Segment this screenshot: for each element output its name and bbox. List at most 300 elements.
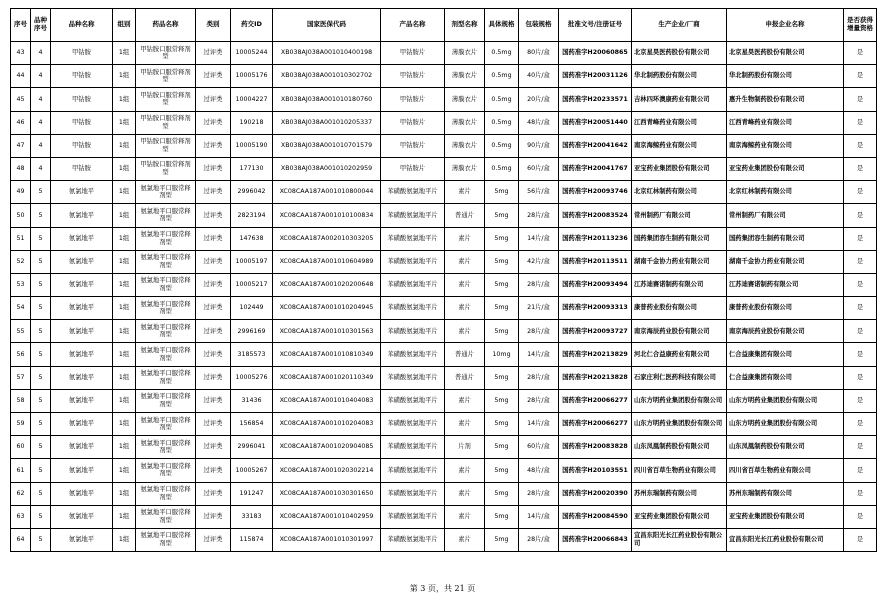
table-cell: XC08CAA187A001010100834 xyxy=(273,204,381,227)
table-cell: 素片 xyxy=(445,320,485,343)
table-cell: XB038AJ038A001010205337 xyxy=(273,111,381,134)
table-cell: 常州制药厂有限公司 xyxy=(632,204,727,227)
table-row xyxy=(11,297,877,320)
table-cell: 90片/盒 xyxy=(519,134,559,157)
table-cell: 苯磺酸氨氯地平片 xyxy=(381,505,445,528)
table-cell: 1组 xyxy=(113,181,136,204)
table-cell: XC08CAA187A001020302214 xyxy=(273,459,381,482)
table-cell: 过评类 xyxy=(196,505,231,528)
table-cell: 山东方明药业集团股份有限公司 xyxy=(632,389,727,412)
table-cell: 甲钴胺片 xyxy=(381,42,445,65)
table-cell: 甲钴胺口服常释剂型 xyxy=(136,42,196,65)
table-cell: 南京海辰药业股份有限公司 xyxy=(727,320,844,343)
table-cell: 氨氯地平 xyxy=(51,413,113,436)
table-cell: 苏州东瑞制药有限公司 xyxy=(632,482,727,505)
table-cell: 过评类 xyxy=(196,88,231,111)
table-cell: 素片 xyxy=(445,459,485,482)
table-cell: 亚宝药业集团股份有限公司 xyxy=(632,505,727,528)
table-cell: 苯磺酸氨氯地平片 xyxy=(381,181,445,204)
table-cell: XC08CAA187A001010301997 xyxy=(273,528,381,551)
table-cell: 61 xyxy=(11,459,31,482)
table-cell: 5mg xyxy=(485,482,519,505)
table-cell: 64 xyxy=(11,528,31,551)
table-row xyxy=(11,273,877,296)
table-cell: 4 xyxy=(31,65,51,88)
table-cell: 薄膜衣片 xyxy=(445,88,485,111)
table-cell: 5 xyxy=(31,320,51,343)
table-cell: 是 xyxy=(844,227,877,250)
table-cell: 国药准字H20066277 xyxy=(559,413,632,436)
table-cell: 过评类 xyxy=(196,157,231,180)
table-cell: 普通片 xyxy=(445,366,485,389)
table-cell: 4 xyxy=(31,111,51,134)
table-cell: 南京海鲸药业有限公司 xyxy=(632,134,727,157)
table-cell: 28片/盒 xyxy=(519,528,559,551)
table-row xyxy=(11,366,877,389)
column-header: 具体规格 xyxy=(485,9,519,42)
column-header: 剂型名称 xyxy=(445,9,485,42)
table-cell: 苯磺酸氨氯地平片 xyxy=(381,227,445,250)
table-cell: 5 xyxy=(31,204,51,227)
table-cell: 江苏迪赛诺制药有限公司 xyxy=(727,273,844,296)
table-cell: 10005190 xyxy=(231,134,273,157)
table-cell: 58 xyxy=(11,389,31,412)
table-cell: 1组 xyxy=(113,482,136,505)
table-cell: 苯磺酸氨氯地平片 xyxy=(381,482,445,505)
table-cell: 过评类 xyxy=(196,181,231,204)
table-cell: 是 xyxy=(844,505,877,528)
table-cell: 甲钴胺口服常释剂型 xyxy=(136,134,196,157)
table-cell: XC08CAA187A001010204945 xyxy=(273,297,381,320)
table-cell: XB038AJ038A001010400198 xyxy=(273,42,381,65)
table-cell: 156854 xyxy=(231,413,273,436)
table-cell: 43 xyxy=(11,42,31,65)
table-cell: 氨氯地平口服常释剂型 xyxy=(136,482,196,505)
table-row xyxy=(11,181,877,204)
column-header: 品种名称 xyxy=(51,9,113,42)
table-cell: 北京星昊医药股份有限公司 xyxy=(727,42,844,65)
table-cell: 177130 xyxy=(231,157,273,180)
table-cell: 5 xyxy=(31,505,51,528)
column-header: 药交ID xyxy=(231,9,273,42)
table-cell: 4 xyxy=(31,42,51,65)
table-cell: 是 xyxy=(844,366,877,389)
table-cell: 氨氯地平 xyxy=(51,459,113,482)
table-row xyxy=(11,389,877,412)
table-cell: 10005276 xyxy=(231,366,273,389)
table-cell: 1组 xyxy=(113,42,136,65)
table-cell: 4 xyxy=(31,88,51,111)
table-cell: 1组 xyxy=(113,134,136,157)
table-cell: 甲钴胺 xyxy=(51,134,113,157)
table-cell: 是 xyxy=(844,204,877,227)
table-cell: 53 xyxy=(11,273,31,296)
table-cell: 1组 xyxy=(113,459,136,482)
table-cell: 甲钴胺口服常释剂型 xyxy=(136,111,196,134)
table-cell: 是 xyxy=(844,482,877,505)
table-cell: 5 xyxy=(31,297,51,320)
table-cell: 5mg xyxy=(485,320,519,343)
column-header: 类别 xyxy=(196,9,231,42)
table-cell: 氨氯地平口服常释剂型 xyxy=(136,181,196,204)
table-cell: 薄膜衣片 xyxy=(445,111,485,134)
column-header: 批准文号/注册证号 xyxy=(559,9,632,42)
table-cell: 1组 xyxy=(113,528,136,551)
table-cell: 国药准字H20083828 xyxy=(559,436,632,459)
table-cell: 过评类 xyxy=(196,320,231,343)
table-cell: 4 xyxy=(31,157,51,180)
table-cell: 28片/盒 xyxy=(519,389,559,412)
table-cell: 普通片 xyxy=(445,343,485,366)
table-cell: 过评类 xyxy=(196,250,231,273)
table-cell: 氨氯地平 xyxy=(51,528,113,551)
table-cell: 115874 xyxy=(231,528,273,551)
table-cell: 62 xyxy=(11,482,31,505)
table-cell: 国药准字H20031126 xyxy=(559,65,632,88)
table-cell: 氨氯地平口服常释剂型 xyxy=(136,413,196,436)
table-cell: 氨氯地平 xyxy=(51,436,113,459)
column-header: 国家医保代码 xyxy=(273,9,381,42)
table-cell: 5 xyxy=(31,528,51,551)
table-cell: 甲钴胺片 xyxy=(381,111,445,134)
table-cell: 60片/盒 xyxy=(519,157,559,180)
table-cell: 1组 xyxy=(113,297,136,320)
table-cell: 薄膜衣片 xyxy=(445,134,485,157)
table-cell: 氨氯地平 xyxy=(51,320,113,343)
table-cell: 南京海辰药业股份有限公司 xyxy=(632,320,727,343)
table-cell: 薄膜衣片 xyxy=(445,42,485,65)
table-cell: 48 xyxy=(11,157,31,180)
table-cell: 60 xyxy=(11,436,31,459)
table-cell: 片剂 xyxy=(445,436,485,459)
table-cell: 5 xyxy=(31,389,51,412)
table-cell: 1组 xyxy=(113,343,136,366)
table-cell: 50 xyxy=(11,204,31,227)
table-cell: 国药准字H20103551 xyxy=(559,459,632,482)
table-cell: 常州制药厂有限公司 xyxy=(727,204,844,227)
table-cell: 55 xyxy=(11,320,31,343)
table-cell: 甲钴胺 xyxy=(51,111,113,134)
table-cell: XC08CAA187A001010404083 xyxy=(273,389,381,412)
table-cell: 48片/盒 xyxy=(519,111,559,134)
table-cell: 苯磺酸氨氯地平片 xyxy=(381,273,445,296)
table-cell: 素片 xyxy=(445,297,485,320)
drug-list-sheet xyxy=(10,8,876,552)
table-cell: 5mg xyxy=(485,181,519,204)
table-cell: XC08CAA187A001010800044 xyxy=(273,181,381,204)
table-cell: 2996042 xyxy=(231,181,273,204)
table-cell: 0.5mg xyxy=(485,88,519,111)
table-cell: 仁合益康集团有限公司 xyxy=(727,366,844,389)
table-cell: 44 xyxy=(11,65,31,88)
table-cell: 苯磺酸氨氯地平片 xyxy=(381,320,445,343)
table-cell: 氨氯地平口服常释剂型 xyxy=(136,528,196,551)
table-cell: 国药准字H20093727 xyxy=(559,320,632,343)
table-cell: 20片/盒 xyxy=(519,88,559,111)
table-cell: 56 xyxy=(11,343,31,366)
table-cell: 湖南千金协力药业有限公司 xyxy=(727,250,844,273)
table-cell: 甲钴胺 xyxy=(51,42,113,65)
table-cell: 甲钴胺口服常释剂型 xyxy=(136,65,196,88)
table-cell: 氨氯地平 xyxy=(51,389,113,412)
table-cell: 0.5mg xyxy=(485,42,519,65)
table-cell: XB038AJ038A001010202959 xyxy=(273,157,381,180)
table-cell: 氨氯地平口服常释剂型 xyxy=(136,297,196,320)
table-cell: 过评类 xyxy=(196,273,231,296)
table-cell: 氨氯地平口服常释剂型 xyxy=(136,320,196,343)
table-cell: 14片/盒 xyxy=(519,343,559,366)
table-cell: XC08CAA187A001010301563 xyxy=(273,320,381,343)
column-header: 是否获得增量资格 xyxy=(844,9,877,42)
table-cell: XC08CAA187A001020904085 xyxy=(273,436,381,459)
table-cell: 是 xyxy=(844,88,877,111)
table-cell: 28片/盒 xyxy=(519,320,559,343)
table-cell: 10005217 xyxy=(231,273,273,296)
table-cell: 过评类 xyxy=(196,366,231,389)
table-cell: 是 xyxy=(844,273,877,296)
table-cell: XC08CAA187A001020200648 xyxy=(273,273,381,296)
table-body xyxy=(11,42,877,552)
table-cell: 氨氯地平 xyxy=(51,297,113,320)
table-cell: 过评类 xyxy=(196,528,231,551)
table-cell: 薄膜衣片 xyxy=(445,157,485,180)
table-cell: 国药准字H20083524 xyxy=(559,204,632,227)
table-cell: 甲钴胺片 xyxy=(381,65,445,88)
table-cell: 国药准字H20084590 xyxy=(559,505,632,528)
table-row xyxy=(11,482,877,505)
table-cell: 过评类 xyxy=(196,436,231,459)
table-cell: 亚宝药业集团股份有限公司 xyxy=(727,157,844,180)
table-row xyxy=(11,343,877,366)
table-cell: 康普药业股份有限公司 xyxy=(727,297,844,320)
table-cell: 氨氯地平口服常释剂型 xyxy=(136,204,196,227)
table-cell: 国药准字H20066843 xyxy=(559,528,632,551)
table-cell: 5 xyxy=(31,181,51,204)
table-cell: 国药准字H20113511 xyxy=(559,250,632,273)
table-cell: 5mg xyxy=(485,505,519,528)
table-cell: 过评类 xyxy=(196,65,231,88)
table-cell: 40片/盒 xyxy=(519,65,559,88)
table-cell: 华北制药股份有限公司 xyxy=(727,65,844,88)
table-cell: 31436 xyxy=(231,389,273,412)
table-cell: 5mg xyxy=(485,366,519,389)
table-cell: 1组 xyxy=(113,111,136,134)
table-cell: 5mg xyxy=(485,250,519,273)
table-cell: 国药准字H20066277 xyxy=(559,389,632,412)
column-header: 生产企业/厂商 xyxy=(632,9,727,42)
table-row xyxy=(11,227,877,250)
table-cell: 甲钴胺 xyxy=(51,65,113,88)
table-cell: 氨氯地平口服常释剂型 xyxy=(136,227,196,250)
table-cell: 是 xyxy=(844,320,877,343)
table-cell: 江西青峰药业有限公司 xyxy=(632,111,727,134)
table-cell: 氨氯地平 xyxy=(51,273,113,296)
table-cell: 49 xyxy=(11,181,31,204)
table-cell: 5 xyxy=(31,366,51,389)
table-cell: 是 xyxy=(844,250,877,273)
column-header: 包装规格 xyxy=(519,9,559,42)
table-cell: 5 xyxy=(31,227,51,250)
table-cell: 氨氯地平口服常释剂型 xyxy=(136,459,196,482)
table-cell: 甲钴胺口服常释剂型 xyxy=(136,88,196,111)
table-row xyxy=(11,157,877,180)
table-cell: 氨氯地平 xyxy=(51,204,113,227)
table-cell: 是 xyxy=(844,42,877,65)
table-cell: 北京红林制药有限公司 xyxy=(632,181,727,204)
table-cell: 过评类 xyxy=(196,227,231,250)
table-cell: 5mg xyxy=(485,389,519,412)
table-cell: 是 xyxy=(844,157,877,180)
table-cell: 薄膜衣片 xyxy=(445,65,485,88)
table-cell: 石家庄利仁医药科技有限公司 xyxy=(632,366,727,389)
table-cell: 氨氯地平 xyxy=(51,505,113,528)
table-cell: 过评类 xyxy=(196,459,231,482)
table-cell: 28片/盒 xyxy=(519,273,559,296)
table-cell: 过评类 xyxy=(196,134,231,157)
table-cell: 5mg xyxy=(485,297,519,320)
table-cell: 10005197 xyxy=(231,250,273,273)
table-cell: 吉林四环澳康药业有限公司 xyxy=(632,88,727,111)
table-cell: 48片/盒 xyxy=(519,459,559,482)
table-cell: 山东方明药业集团股份有限公司 xyxy=(632,413,727,436)
table-cell: 0.5mg xyxy=(485,111,519,134)
table-cell: 2996041 xyxy=(231,436,273,459)
table-cell: 1组 xyxy=(113,413,136,436)
table-cell: 0.5mg xyxy=(485,157,519,180)
table-cell: 28片/盒 xyxy=(519,204,559,227)
table-header xyxy=(11,9,877,42)
table-cell: 63 xyxy=(11,505,31,528)
table-cell: 苯磺酸氨氯地平片 xyxy=(381,343,445,366)
table-cell: 80片/盒 xyxy=(519,42,559,65)
table-cell: 191247 xyxy=(231,482,273,505)
table-row xyxy=(11,528,877,551)
table-cell: 14片/盒 xyxy=(519,413,559,436)
table-cell: 苯磺酸氨氯地平片 xyxy=(381,250,445,273)
table-cell: 甲钴胺口服常释剂型 xyxy=(136,157,196,180)
table-cell: 国药准字H20233571 xyxy=(559,88,632,111)
table-cell: 是 xyxy=(844,413,877,436)
table-cell: 59 xyxy=(11,413,31,436)
table-cell: 苯磺酸氨氯地平片 xyxy=(381,389,445,412)
table-cell: 氨氯地平 xyxy=(51,181,113,204)
table-cell: 5mg xyxy=(485,273,519,296)
table-cell: 素片 xyxy=(445,389,485,412)
table-cell: 氨氯地平 xyxy=(51,227,113,250)
table-cell: 3185573 xyxy=(231,343,273,366)
table-cell: 10005176 xyxy=(231,65,273,88)
table-cell: 国药集团容生制药有限公司 xyxy=(727,227,844,250)
table-cell: 素片 xyxy=(445,528,485,551)
page-footer: 第 3 页，共 21 页 xyxy=(409,584,476,593)
table-cell: 山东凤凰制药股份有限公司 xyxy=(632,436,727,459)
table-cell: 过评类 xyxy=(196,482,231,505)
table-cell: 过评类 xyxy=(196,389,231,412)
table-cell: 是 xyxy=(844,181,877,204)
table-cell: XC08CAA187A001010604989 xyxy=(273,250,381,273)
table-cell: 氨氯地平口服常释剂型 xyxy=(136,250,196,273)
table-cell: 国药准字H20113236 xyxy=(559,227,632,250)
table-cell: XB038AJ038A001010180760 xyxy=(273,88,381,111)
table-cell: 60片/盒 xyxy=(519,436,559,459)
table-cell: 5 xyxy=(31,459,51,482)
table-cell: 国药准字H20060865 xyxy=(559,42,632,65)
table-cell: 河北仁合益康药业有限公司 xyxy=(632,343,727,366)
table-cell: 过评类 xyxy=(196,42,231,65)
table-cell: 过评类 xyxy=(196,413,231,436)
table-row xyxy=(11,250,877,273)
table-cell: 5 xyxy=(31,482,51,505)
table-cell: 1组 xyxy=(113,65,136,88)
table-cell: 42片/盒 xyxy=(519,250,559,273)
table-cell: 苏州东瑞制药有限公司 xyxy=(727,482,844,505)
table-cell: 康普药业股份有限公司 xyxy=(632,297,727,320)
column-header: 品种序号 xyxy=(31,9,51,42)
table-cell: 47 xyxy=(11,134,31,157)
table-cell: 湖南千金协力药业有限公司 xyxy=(632,250,727,273)
table-cell: 14片/盒 xyxy=(519,227,559,250)
table-cell: 仁合益康集团有限公司 xyxy=(727,343,844,366)
table-cell: 氨氯地平 xyxy=(51,343,113,366)
table-cell: 苯磺酸氨氯地平片 xyxy=(381,436,445,459)
table-cell: 宜昌东阳光长江药业股份有限公司 xyxy=(727,528,844,551)
table-cell: 5 xyxy=(31,273,51,296)
table-cell: 素片 xyxy=(445,181,485,204)
table-cell: 江西青峰药业有限公司 xyxy=(727,111,844,134)
table-cell: XB038AJ038A001010701579 xyxy=(273,134,381,157)
table-cell: 1组 xyxy=(113,227,136,250)
table-cell: 是 xyxy=(844,528,877,551)
table-cell: 国药准字H20041767 xyxy=(559,157,632,180)
table-cell: 过评类 xyxy=(196,343,231,366)
table-cell: 是 xyxy=(844,111,877,134)
table-cell: 苯磺酸氨氯地平片 xyxy=(381,204,445,227)
table-cell: XC08CAA187A001010810349 xyxy=(273,343,381,366)
table-cell: 5mg xyxy=(485,204,519,227)
table-cell: 5 xyxy=(31,250,51,273)
table-cell: 0.5mg xyxy=(485,65,519,88)
table-cell: 54 xyxy=(11,297,31,320)
table-cell: 1组 xyxy=(113,273,136,296)
table-cell: 甲钴胺片 xyxy=(381,157,445,180)
table-cell: 10004227 xyxy=(231,88,273,111)
column-header: 序号 xyxy=(11,9,31,42)
table-cell: 10005267 xyxy=(231,459,273,482)
table-cell: 1组 xyxy=(113,320,136,343)
table-cell: 山东方明药业集团股份有限公司 xyxy=(727,389,844,412)
table-row xyxy=(11,459,877,482)
table-cell: 1组 xyxy=(113,157,136,180)
table-cell: 苯磺酸氨氯地平片 xyxy=(381,413,445,436)
table-cell: 北京红林制药有限公司 xyxy=(727,181,844,204)
table-cell: 氨氯地平口服常释剂型 xyxy=(136,505,196,528)
table-cell: 氨氯地平口服常释剂型 xyxy=(136,389,196,412)
table-cell: 1组 xyxy=(113,366,136,389)
table-cell: 1组 xyxy=(113,389,136,412)
table-cell: 氨氯地平 xyxy=(51,250,113,273)
table-cell: 45 xyxy=(11,88,31,111)
table-cell: 国药准字H20093494 xyxy=(559,273,632,296)
table-cell: 1组 xyxy=(113,505,136,528)
table-cell: 国药准字H20041642 xyxy=(559,134,632,157)
table-cell: 5mg xyxy=(485,227,519,250)
table-cell: 素片 xyxy=(445,482,485,505)
table-cell: 28片/盒 xyxy=(519,482,559,505)
table-cell: 南京海鲸药业有限公司 xyxy=(727,134,844,157)
table-cell: 氨氯地平口服常释剂型 xyxy=(136,273,196,296)
table-cell: 5mg xyxy=(485,413,519,436)
table-cell: 是 xyxy=(844,134,877,157)
